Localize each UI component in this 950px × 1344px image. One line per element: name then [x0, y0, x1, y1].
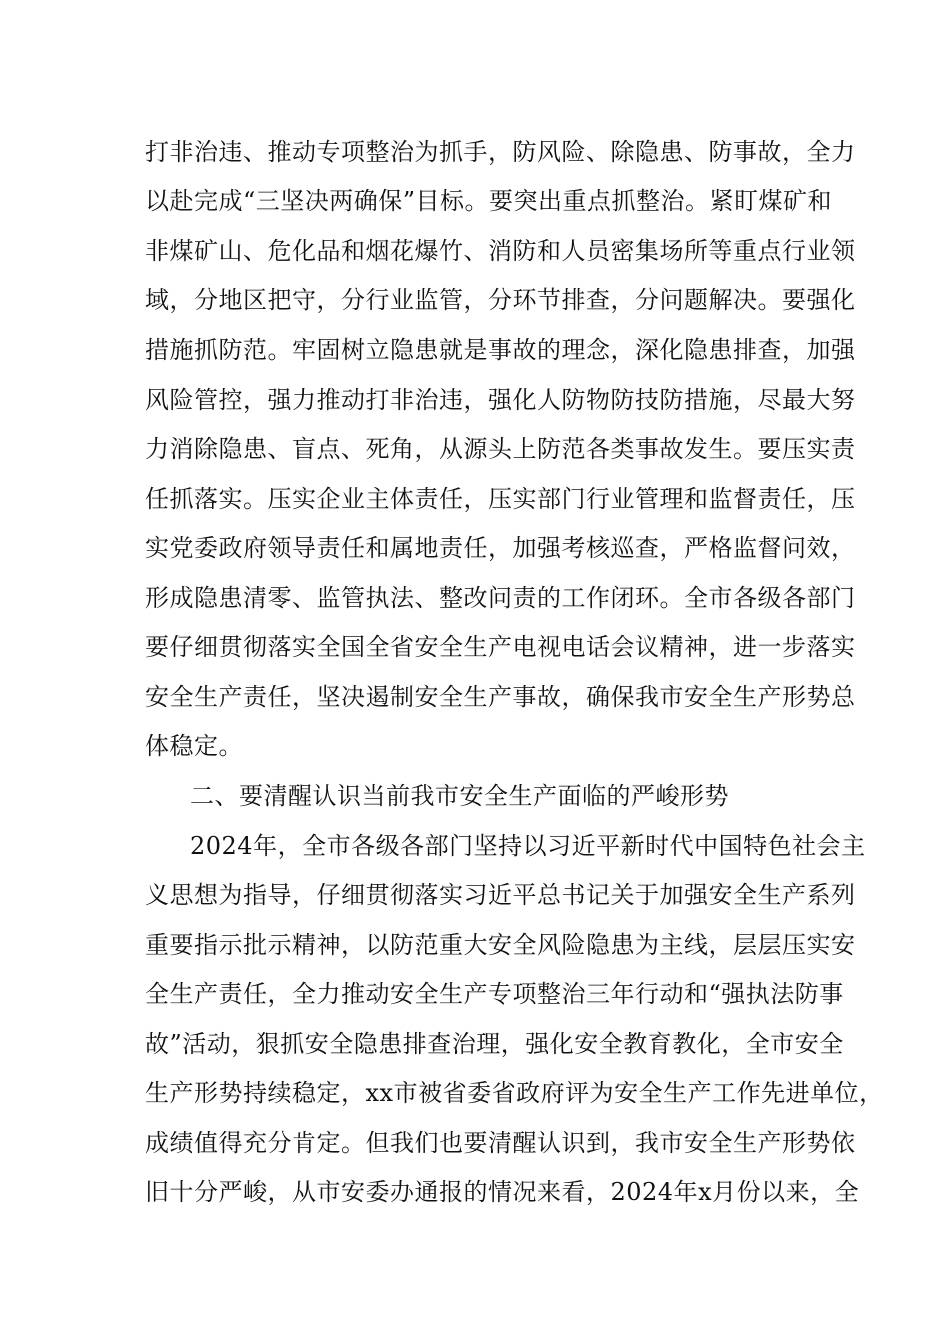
text-line: 义思想为指导，仔细贯彻落实习近平总书记关于加强安全生产系列: [145, 881, 856, 909]
text-line: 域，分地区把守，分行业监管，分环节排查，分问题解决。要强化: [145, 286, 856, 314]
text-line: 任抓落实。压实企业主体责任，压实部门行业管理和监督责任，压: [145, 485, 856, 513]
text-line: 形成隐患清零、监管执法、整改问责的工作闭环。全市各级各部门: [145, 584, 856, 612]
text-line: 安全生产责任，坚决遏制安全生产事故，确保我市安全生产形势总: [145, 683, 856, 711]
text-line: 措施抓防范。牢固树立隐患就是事故的理念，深化隐患排查，加强: [145, 336, 856, 364]
text-line: 要仔细贯彻落实全国全省安全生产电视电话会议精神，进一步落实: [145, 633, 856, 661]
text-line: 非煤矿山、危化品和烟花爆竹、消防和人员密集场所等重点行业领: [145, 237, 856, 265]
text-line: 旧十分严峻，从市安委办通报的情况来看，2024年x月份以来，全: [145, 1178, 860, 1206]
text-line: 实党委政府领导责任和属地责任，加强考核巡查，严格监督问效，: [145, 534, 856, 562]
text-line: 全生产责任，全力推动安全生产专项整治三年行动和“强执法防事: [145, 980, 844, 1008]
text-line: 成绩值得充分肯定。但我们也要清醒认识到，我市安全生产形势依: [145, 1129, 856, 1157]
paragraph-first-line: 2024年，全市各级各部门坚持以习近平新时代中国特色社会主: [190, 832, 866, 860]
text-line: 故”活动，狠抓安全隐患排查治理，强化安全教育教化，全市安全: [145, 1030, 844, 1058]
text-line: 生产形势持续稳定，xx市被省委省政府评为安全生产工作先进单位，: [145, 1079, 884, 1107]
text-line: 体稳定。: [145, 732, 243, 760]
text-line: 风险管控，强力推动打非治违，强化人防物防技防措施，尽最大努: [145, 386, 856, 414]
text-line: 重要指示批示精神，以防范重大安全风险隐患为主线，层层压实安: [145, 931, 856, 959]
text-line: 力消除隐患、盲点、死角，从源头上防范各类事故发生。要压实责: [145, 435, 856, 463]
text-line: 打非治违、推动专项整治为抓手，防风险、除隐患、防事故，全力: [145, 138, 856, 166]
text-line: 以赴完成“三坚决两确保”目标。要突出重点抓整治。紧盯煤矿和: [145, 187, 833, 215]
section-heading: 二、要清醒认识当前我市安全生产面临的严峻形势: [190, 782, 729, 810]
